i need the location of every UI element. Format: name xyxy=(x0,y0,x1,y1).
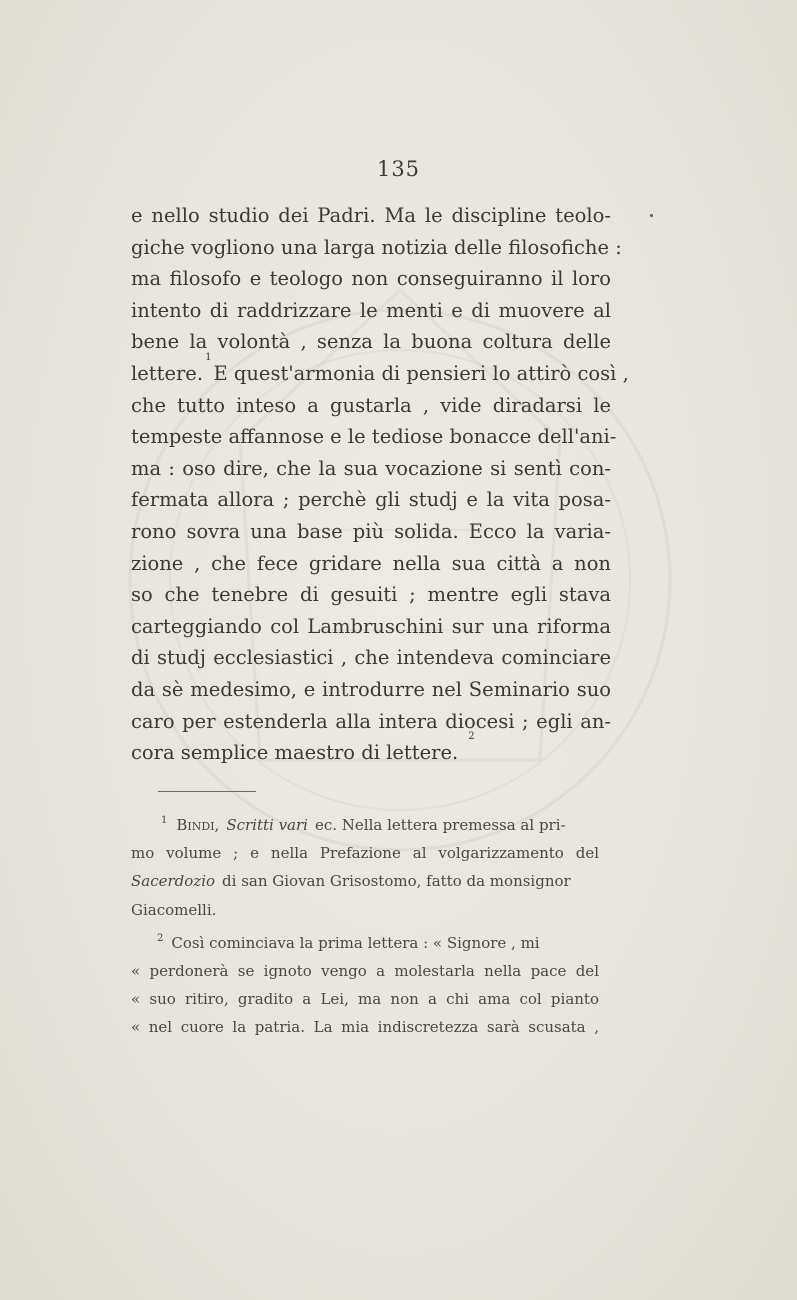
ink-speck xyxy=(650,214,653,217)
footnote-1-work: Scritti vari xyxy=(226,816,308,834)
text-line-content: E quest'armonia di pensieri lo attirò così , xyxy=(213,361,629,385)
text-line xyxy=(131,421,617,453)
footnote-1-text: ec. Nella lettera premessa al pri- xyxy=(314,816,566,834)
text-line-content: lettere. xyxy=(131,361,204,385)
text-line xyxy=(131,731,611,769)
text-line xyxy=(131,611,611,643)
footnote-1-marker: 1 xyxy=(161,815,168,826)
text-line xyxy=(131,263,611,295)
footnote-2-line xyxy=(131,929,599,957)
text-line-content: ma filosofo e teologo non conseguiranno il loro xyxy=(131,267,611,291)
footnote-1-line xyxy=(131,896,599,924)
text-line-content: tempeste affannose e le tediose bonacce dell'ani- xyxy=(131,425,617,449)
footnote-ref-2: 2 xyxy=(468,731,475,743)
footnote-1-line xyxy=(131,867,599,895)
text-line xyxy=(131,484,611,516)
text-line-content: bene la volontà , senza la buona coltura delle xyxy=(131,330,611,354)
text-line-content: da sè medesimo, e introdurre nel Seminario suo xyxy=(131,677,611,701)
text-line-content: cora semplice maestro di lettere. xyxy=(131,741,459,765)
text-line-content: fermata allora ; perchè gli studj e la vita posa- xyxy=(131,488,611,512)
text-line xyxy=(131,516,611,548)
text-line xyxy=(131,351,629,390)
footnote-separator xyxy=(158,791,256,792)
footnote-2-text: « nel cuore la patria. La mia indiscretezza sarà scusata , xyxy=(131,1018,599,1037)
text-line xyxy=(131,674,611,706)
text-line-content: che tutto inteso a gustarla , vide diradarsi le xyxy=(131,393,611,417)
text-line xyxy=(131,200,611,232)
text-line xyxy=(131,390,611,422)
footnote-2-text: « suo ritiro, gradito a Lei, ma non a chi ama col pianto xyxy=(131,990,599,1009)
footnote-1-author: Bindi, xyxy=(176,816,220,834)
footnote-2-line xyxy=(131,1013,599,1041)
footnote-2-line xyxy=(131,985,599,1013)
footnotes xyxy=(131,811,599,1042)
footnote-1-text: mo volume ; e nella Prefazione al volgarizzamento del xyxy=(131,844,599,863)
footnote-1-text: di san Giovan Grisostomo, fatto da monsignor xyxy=(222,872,571,891)
text-line-content: carteggiando col Lambruschini sur una riforma xyxy=(131,614,611,638)
main-text xyxy=(131,200,629,769)
text-line xyxy=(131,326,611,358)
footnote-2-marker: 2 xyxy=(157,932,164,944)
text-line-content: giche vogliono una larga notizia delle filosofiche : xyxy=(131,235,622,259)
text-line xyxy=(131,295,611,327)
footnote-1-line xyxy=(131,811,599,839)
text-line-content: di studj ecclesiastici , che intendeva cominciare xyxy=(131,646,611,670)
footnote-2-line xyxy=(131,957,599,985)
text-line-content: caro per estenderla alla intera diocesi ; egli an- xyxy=(131,709,611,733)
text-line xyxy=(131,706,611,738)
footnote-1-line xyxy=(131,839,599,867)
text-line-content: intento di raddrizzare le menti e di muovere al xyxy=(131,298,611,322)
text-line xyxy=(131,579,611,611)
text-line xyxy=(131,453,611,485)
footnote-ref-1: 1 xyxy=(205,351,212,363)
footnote-1-text: Giacomelli. xyxy=(131,900,217,919)
text-line-content: zione , che fece gridare nella sua città a non xyxy=(131,551,611,575)
footnote-2-text: Così cominciava la prima lettera : « Signore , mi xyxy=(171,933,540,952)
footnote-2-text: « perdonerà se ignoto vengo a molestarla nella pace del xyxy=(131,961,599,980)
footnote-1-work: Sacerdozio xyxy=(131,872,216,891)
text-line xyxy=(131,232,622,264)
page-number: 135 xyxy=(376,157,421,181)
text-line-content: e nello studio dei Padri. Ma le discipline teolo- xyxy=(131,204,611,227)
text-line-content: ma : oso dire, che la sua vocazione si sentì con- xyxy=(131,456,611,480)
text-line-content: so che tenebre di gesuiti ; mentre egli stava xyxy=(131,583,611,607)
text-line xyxy=(131,642,611,674)
text-line xyxy=(131,548,611,580)
text-line-content: rono sovra una base più solida. Ecco la varia- xyxy=(131,519,611,543)
